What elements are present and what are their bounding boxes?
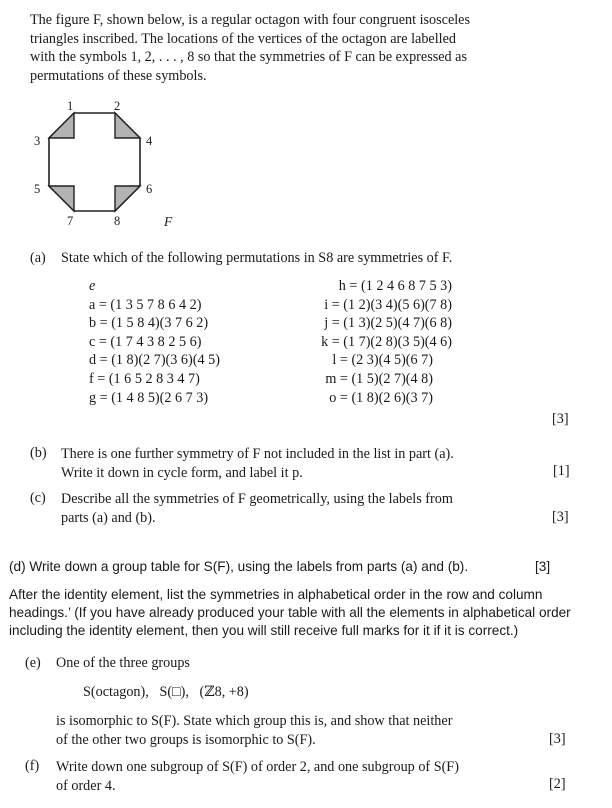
permutation-list-right bbox=[294, 278, 454, 408]
intro-line-4: permutations of these symbols. bbox=[30, 67, 207, 84]
permutation-h: h = (1 2 4 6 8 7 5 3) bbox=[338, 278, 452, 294]
part-d-marks: [3] bbox=[535, 559, 551, 574]
intro-line-1: The figure F, shown below, is a regular octagon with four congruent isosceles bbox=[30, 12, 471, 28]
part-e-marks: [3] bbox=[549, 731, 566, 747]
part-c-marks: [3] bbox=[552, 509, 569, 525]
vertex-label-2: 2 bbox=[114, 99, 121, 113]
vertex-label-1: 1 bbox=[67, 99, 74, 113]
part-e-groups: S(octagon), S(□), (ℤ8, +8) bbox=[83, 684, 249, 700]
intro-paragraph bbox=[30, 11, 590, 85]
octagon-figure bbox=[20, 95, 200, 235]
part-c-text bbox=[61, 490, 453, 527]
triangle-bottom-right bbox=[115, 186, 140, 211]
figure-name: F bbox=[164, 214, 173, 229]
part-f-label: (f) bbox=[25, 758, 40, 774]
part-b-text bbox=[61, 445, 454, 482]
permutation-f: f = (1 6 5 2 8 3 4 7) bbox=[89, 370, 200, 387]
permutation-d: d = (1 8)(2 7)(3 6)(4 5) bbox=[89, 352, 220, 369]
part-f-line-2: of order 4. bbox=[56, 777, 116, 794]
part-d-line-4: including the identity element, then you will still receive full marks for it if it is correct.) bbox=[9, 623, 519, 638]
part-c-line-1: Describe all the symmetries of F geometrically, using the labels from bbox=[61, 491, 453, 507]
part-d-line-2: After the identity element, list the symmetries in alphabetical order in the row and column bbox=[9, 587, 543, 602]
part-e-label: (e) bbox=[25, 655, 41, 671]
part-e-text bbox=[56, 712, 452, 749]
permutation-b: b = (1 5 8 4)(3 7 6 2) bbox=[89, 315, 209, 332]
part-e-line-1: One of the three groups bbox=[56, 655, 190, 671]
triangle-top-left bbox=[49, 113, 74, 138]
part-e-line-3: of the other two groups is isomorphic to S(F). bbox=[56, 731, 316, 748]
part-b-line-2: Write it down in cycle form, and label it p. bbox=[61, 464, 303, 481]
permutation-c: c = (1 7 4 3 8 2 5 6) bbox=[89, 333, 202, 350]
part-f-marks: [2] bbox=[549, 776, 566, 792]
intro-line-3: with the symbols 1, 2, . . . , 8 so that the symmetries of F can be expressed as bbox=[30, 49, 467, 65]
intro-line-2: triangles inscribed. The locations of the vertices of the octagon are labelled bbox=[30, 30, 456, 47]
vertex-label-8: 8 bbox=[114, 214, 121, 228]
triangle-bottom-left bbox=[49, 186, 74, 211]
part-f-text bbox=[56, 758, 459, 795]
part-a-text: State which of the following permutations in S8 are symmetries of F. bbox=[61, 250, 453, 266]
vertex-label-7: 7 bbox=[67, 214, 74, 228]
part-b-label: (b) bbox=[30, 445, 47, 461]
permutation-a: a = (1 3 5 7 8 6 4 2) bbox=[89, 296, 202, 313]
part-c-label: (c) bbox=[30, 490, 46, 506]
permutation-e: e bbox=[89, 278, 96, 294]
permutation-g: g = (1 4 8 5)(2 6 7 3) bbox=[89, 389, 209, 406]
permutation-o: o = (1 8)(2 6)(3 7) bbox=[329, 389, 433, 406]
part-c-line-2: parts (a) and (b). bbox=[61, 509, 156, 526]
part-f-line-1: Write down one subgroup of S(F) of order 2, and one subgroup of S(F) bbox=[56, 759, 459, 775]
vertex-label-6: 6 bbox=[146, 182, 153, 196]
part-b-line-1: There is one further symmetry of F not included in the list in part (a). bbox=[61, 446, 454, 462]
permutation-i: i = (1 2)(3 4)(5 6)(7 8) bbox=[324, 296, 452, 313]
permutation-j: j = (1 3)(2 5)(4 7)(6 8) bbox=[324, 315, 452, 332]
permutation-l: l = (2 3)(4 5)(6 7) bbox=[332, 352, 433, 369]
part-b-marks: [1] bbox=[553, 463, 570, 479]
part-d-line-3: headings.’ (If you have already produced your table with all the elements in alphabetical order bbox=[9, 605, 571, 620]
vertex-label-3: 3 bbox=[34, 134, 41, 148]
triangle-top-right bbox=[115, 113, 140, 138]
permutation-m: m = (1 5)(2 7)(4 8) bbox=[325, 370, 433, 387]
vertex-label-4: 4 bbox=[146, 134, 153, 148]
part-a-marks: [3] bbox=[552, 411, 569, 427]
part-a-label: (a) bbox=[30, 250, 46, 266]
part-e-line-2: is isomorphic to S(F). State which group this is, and show that neither bbox=[56, 713, 453, 729]
part-d-line-1: (d) Write down a group table for S(F), using the labels from parts (a) and (b). bbox=[9, 559, 469, 574]
vertex-label-5: 5 bbox=[34, 182, 41, 196]
permutation-k: k = (1 7)(2 8)(3 5)(4 6) bbox=[321, 333, 452, 350]
permutation-list-left bbox=[89, 278, 220, 408]
